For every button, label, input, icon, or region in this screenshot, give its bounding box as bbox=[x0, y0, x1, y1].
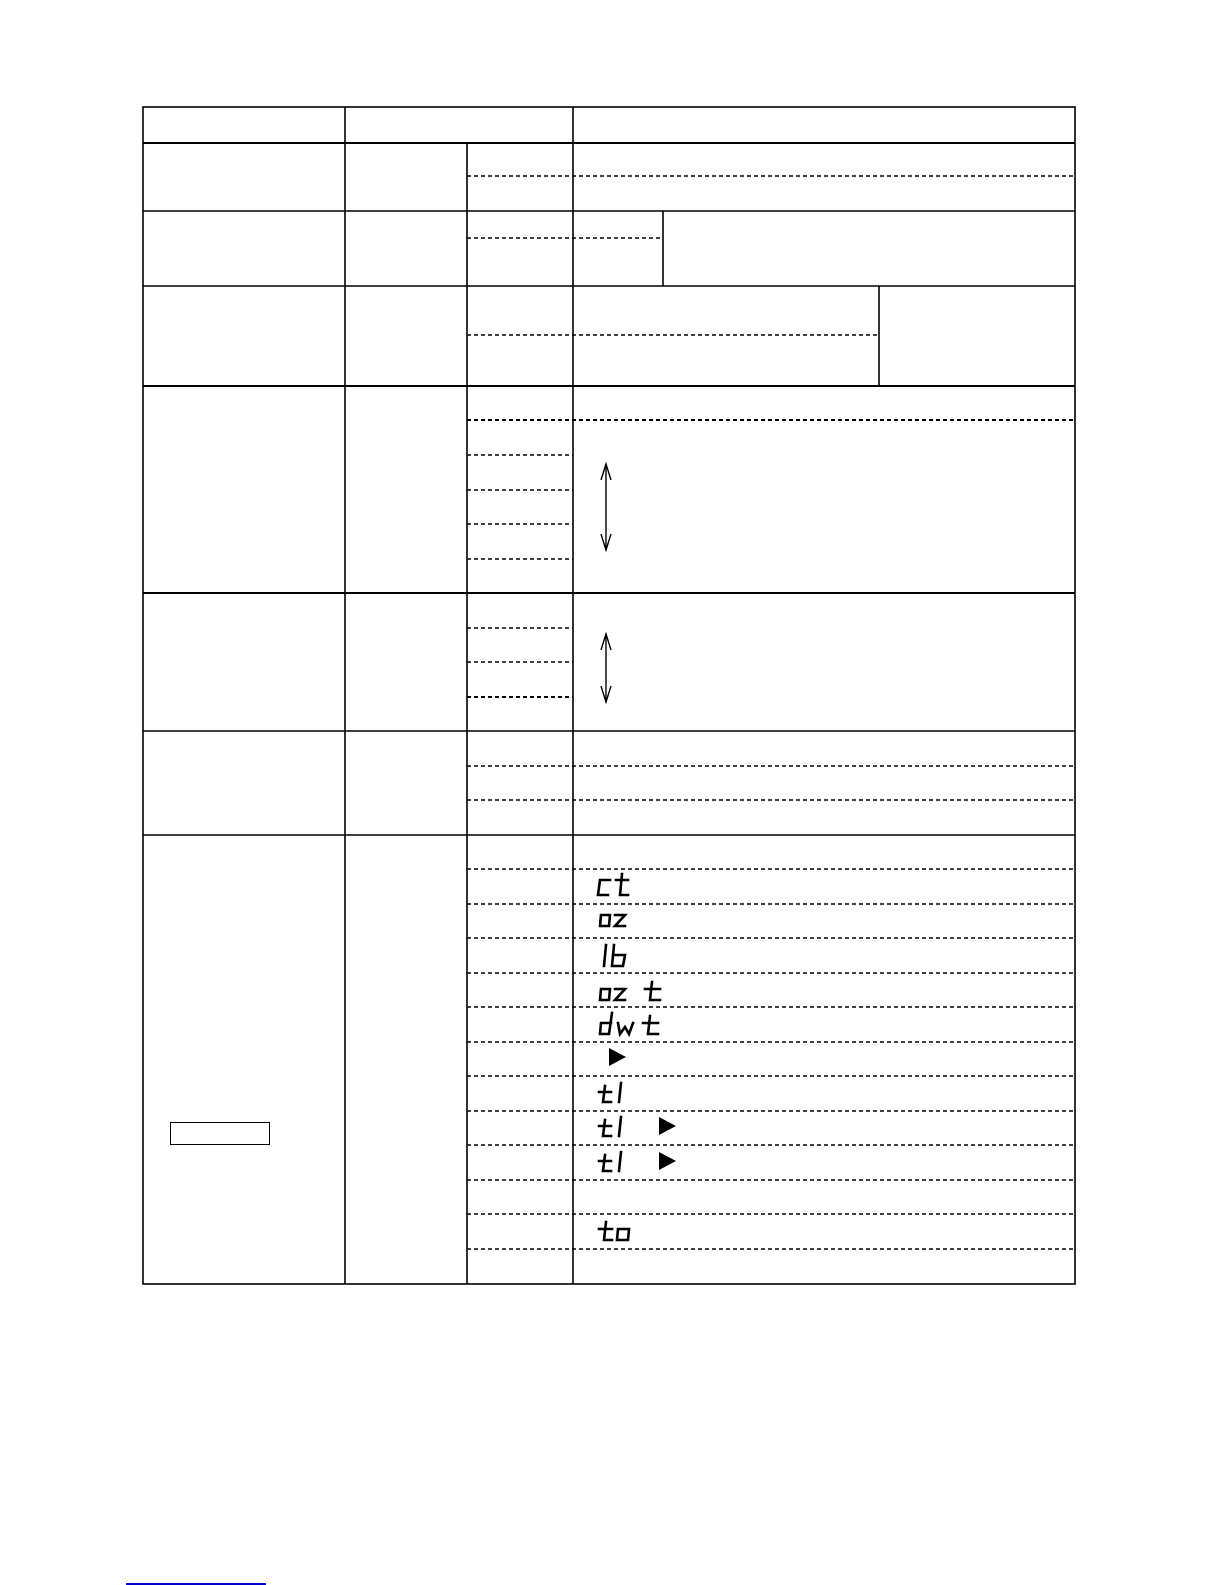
segment-glyph-ct bbox=[598, 874, 628, 895]
segment-glyph-dwt bbox=[600, 1013, 658, 1034]
triangle-right-icon bbox=[609, 1048, 626, 1066]
segment-glyph-tl bbox=[599, 1117, 621, 1136]
segment-glyph-ozt bbox=[600, 982, 660, 1000]
double-vertical-arrow-icon bbox=[601, 634, 611, 702]
segment-glyph-oz bbox=[600, 915, 625, 926]
triangle-right-icon bbox=[659, 1152, 676, 1170]
segment-glyph-tl bbox=[599, 1152, 621, 1171]
segment-glyph-lb bbox=[604, 945, 625, 966]
segment-glyph-to bbox=[599, 1222, 629, 1240]
segment-glyph-tl bbox=[599, 1083, 621, 1102]
highlight-box bbox=[170, 1122, 270, 1145]
triangle-right-icon bbox=[659, 1117, 676, 1135]
double-vertical-arrow-icon bbox=[601, 464, 611, 550]
table-frame bbox=[143, 107, 1075, 1284]
footer-link-underline bbox=[126, 1583, 266, 1585]
